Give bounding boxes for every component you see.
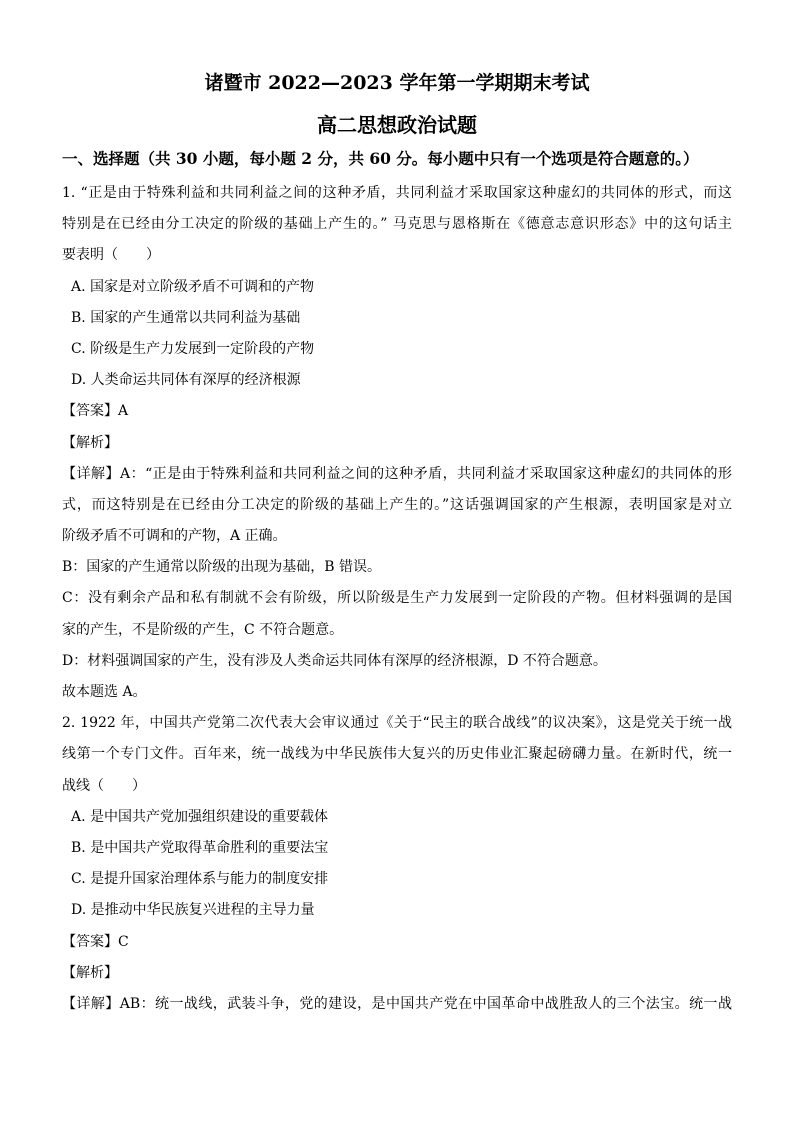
q2-stem-line: 战线（ ） — [62, 777, 146, 794]
q2-option-b: B. 是中国共产党取得革命胜利的重要法宝 — [71, 839, 329, 856]
q1-stem-line: 特别是在已经由分工决定的阶级的基础上产生的。” 马克思与恩格斯在《德意志意识形态》中的这句话主 — [62, 216, 732, 233]
q2-option-c: C. 是提升国家治理体系与能力的制度安排 — [71, 871, 329, 888]
q2-detail-line: 【详解】AB：统一战线，武装斗争，党的建设，是中国共产党在中国革命中战胜敌人的三个法宝。统一战 — [62, 995, 732, 1012]
exam-title: 诸暨市 2022—2023 学年第一学期期末考试 — [204, 72, 590, 94]
q1-detail-line: 【详解】A：“正是由于特殊利益和共同利益之间的这种矛盾，共同利益才采取国家这种虚幻的共同体的形 — [62, 465, 732, 482]
q1-analysis-label: 【解析】 — [62, 434, 118, 451]
q1-option-d: D. 人类命运共同体有深厚的经济根源 — [71, 372, 301, 389]
q1-detail-line: 式，而这特别是在已经由分工决定的阶级的基础上产生的。”这话强调国家的产生根源，表明国家是对立 — [62, 496, 732, 513]
q2-stem-line: 2. 1922 年，中国共产党第二次代表大会审议通过《关于“民主的联合战线”的议决案》，这是党关于统一战 — [62, 715, 732, 732]
exam-subtitle: 高二思想政治试题 — [317, 113, 477, 137]
q1-option-b: B. 国家的产生通常以共同利益为基础 — [71, 309, 301, 326]
q2-analysis-label: 【解析】 — [62, 964, 118, 981]
q2-answer: 【答案】C — [62, 933, 129, 950]
document-body — [62, 178, 732, 1020]
q1-option-c: C. 阶级是生产力发展到一定阶段的产物 — [71, 340, 315, 357]
q1-detail-line: D：材料强调国家的产生，没有涉及人类命运共同体有深厚的经济根源，D 不符合题意。 — [62, 652, 607, 669]
q1-detail-line: 家的产生，不是阶级的产生，C 不符合题意。 — [62, 621, 344, 638]
q1-stem-line: 1. “正是由于特殊利益和共同利益之间的这种矛盾，共同利益才采取国家这种虚幻的共同体的形式，而这 — [62, 185, 732, 201]
q1-conclusion: 故本题选 A。 — [62, 684, 147, 700]
q1-option-a: A. 国家是对立阶级矛盾不可调和的产物 — [71, 278, 315, 295]
q1-detail-line: B：国家的产生通常以阶级的出现为基础，B 错误。 — [62, 559, 382, 576]
q2-stem-line: 线第一个专门文件。百年来，统一战线为中华民族伟大复兴的历史伟业汇聚起磅礴力量。在新时代，统一 — [62, 746, 732, 763]
q2-option-a: A. 是中国共产党加强组织建设的重要载体 — [71, 808, 329, 825]
q2-option-d: D. 是推动中华民族复兴进程的主导力量 — [71, 902, 315, 919]
q1-detail-line: C：没有剩余产品和私有制就不会有阶级，所以阶级是生产力发展到一定阶段的产物。但材料强调的是国 — [62, 590, 732, 607]
section-heading: 一、选择题（共 30 小题，每小题 2 分，共 60 分。每小题中只有一个选项是符合题意的。） — [62, 149, 699, 168]
q1-stem-line: 要表明（ ） — [62, 247, 160, 264]
q1-detail-line: 阶级矛盾不可调和的产物，A 正确。 — [62, 528, 287, 545]
q1-answer: 【答案】A — [62, 403, 129, 420]
